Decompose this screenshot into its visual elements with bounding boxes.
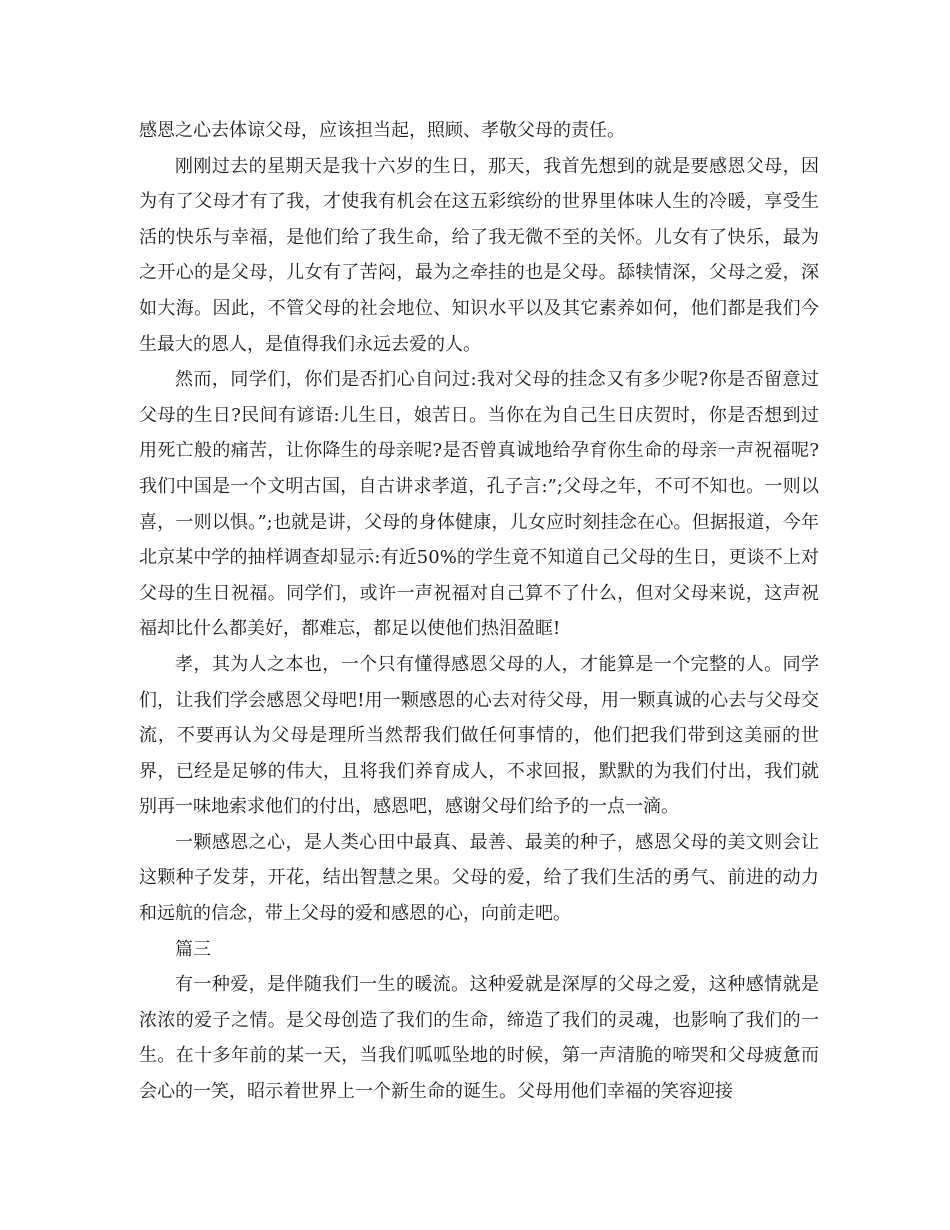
paragraph-reflection: 然而，同学们，你们是否扪心自问过:我对父母的挂念又有多少呢?你是否留意过父母的生日?民间有谚语:儿生日，娘苦日。当你在为自己生日庆贺时，你是否想到过用死亡般的痛苦，让你降生的母亲呢?是否曾真诚地给孕育你生命的母亲一声祝福呢?我们中国是一个文明古国，自古讲求孝道，孔子言:”;父母之年，不可不知也。一则以喜，一则以惧。”;也就是讲，父母的身体健康，儿女应时刻挂念在心。但据报道，今年北京某中学的抽样调查却显示:有近50%的学生竟不知道自己父母的生日，更谈不上对父母的生日祝福。同学们，或许一声祝福对自己算不了什么，但对父母来说，这声祝福却比什么都美好，都难忘，都足以使他们热泪盈眶!: [139, 369, 819, 640]
paragraph-section-three: 有一种爱，是伴随我们一生的暖流。这种爱就是深厚的父母之爱，这种感情就是浓浓的爱子之情。是父母创造了我们的生命，缔造了我们的灵魂，也影响了我们的一生。在十多年前的某一天，当我们呱呱坠地的时候，第一声清脆的啼哭和父母疲惫而会心的一笑，昭示着世界上一个新生命的诞生。父母用他们幸福的笑容迎接: [139, 974, 819, 1103]
paragraph-grateful-heart: 一颗感恩之心，是人类心田中最真、最善、最美的种子，感恩父母的美文则会让这颗种子发芽，开花，结出智慧之果。父母的爱，给了我们生活的勇气、前进的动力和远航的信念，带上父母的爱和感恩的心，向前走吧。: [139, 831, 819, 925]
document-body: [139, 113, 819, 1110]
paragraph-filial-piety: 孝，其为人之本也，一个只有懂得感恩父母的人，才能算是一个完整的人。同学们，让我们学会感恩父母吧!用一颗感恩的心去对待父母，用一颗真诚的心去与父母交流，不要再认为父母是理所当然帮我们做任何事情的，他们把我们带到这美丽的世界，已经是足够的伟大，且将我们养育成人，不求回报，默默的为我们付出，我们就别再一味地索求他们的付出，感恩吧，感谢父母们给予的一点一滴。: [139, 653, 819, 818]
paragraph-continuation: 感恩之心去体谅父母，应该担当起，照顾、孝敬父母的责任。: [139, 120, 625, 141]
section-heading: 篇三: [175, 938, 211, 960]
paragraph-birthday: 刚刚过去的星期天是我十六岁的生日，那天，我首先想到的就是要感恩父母，因为有了父母才有了我，才使我有机会在这五彩缤纷的世界里体味人生的冷暖，享受生活的快乐与幸福，是他们给了我生命，给了我无微不至的关怀。儿女有了快乐，最为之开心的是父母，儿女有了苦闷，最为之牵挂的也是父母。舔犊情深，父母之爱，深如大海。因此，不管父母的社会地位、知识水平以及其它素养如何，他们都是我们今生最大的恩人，是值得我们永远去爱的人。: [139, 155, 819, 355]
